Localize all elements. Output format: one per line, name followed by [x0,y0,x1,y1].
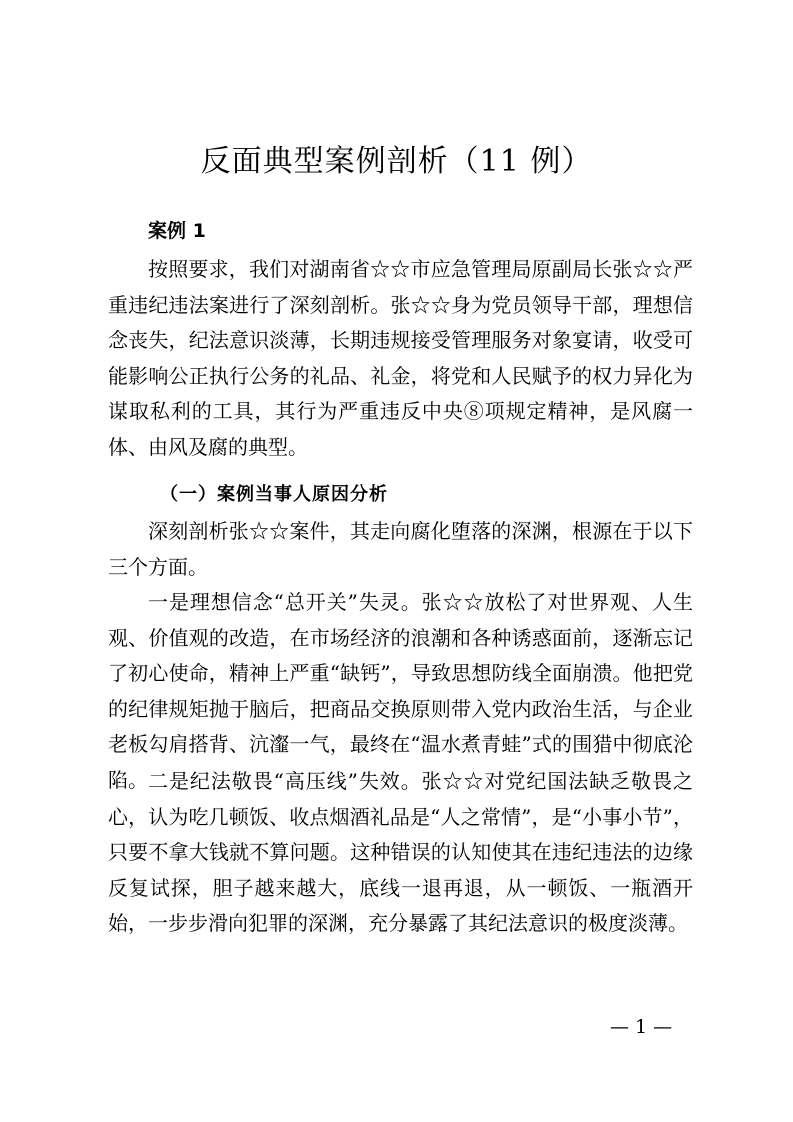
page-number: — 1 — [610,1016,673,1038]
section-heading: （一）案例当事人原因分析 [160,484,388,505]
intro-paragraph: 按照要求，我们对湖南省☆☆市应急管理局原副局长张☆☆严重违纪违法案进行了深刻剖析。张☆☆身为党员领导干部，理想信念丧失，纪法意识淡薄，长期违规接受管理服务对象宴请，收受可能影响公正执行公务的礼品、礼金，将党和人民赋予的权力异化为谋取私利的工具，其行为严重违反中央⑧项规定精神，是风腐一体、由风及腐的典型。 [108,257,693,459]
case-label: 案例 1 [148,220,206,242]
analysis-intro-paragraph: 深刻剖析张☆☆案件，其走向腐化堕落的深渊，根源在于以下三个方面。 [108,519,693,579]
document-title: 反面典型案例剖析（11 例） [200,144,593,179]
reason-two-paragraph: 二是纪法敬畏“高压线”失效。张☆☆对党纪国法缺乏敬畏之心，认为吃几顿饭、收点烟酒礼品是“人之常情”，是“小事小节”，只要不拿大钱就不算问题。这种错误的认知使其在违纪违法的边缘反复试探，胆子越来越大，底线一退再退，从一顿饭、一瓶酒开始，一步步滑向犯罪的深渊，充分暴露了其纪法意识的极度淡薄。 [108,769,693,935]
reason-one-paragraph: 一是理想信念“总开关”失灵。张☆☆放松了对世界观、人生观、价值观的改造，在市场经济的浪潮和各种诱惑面前，逐渐忘记了初心使命，精神上严重“缺钙”，导致思想防线全面崩溃。他把党的纪律规矩抛于脑后，把商品交换原则带入党内政治生活，与企业老板勾肩搭背、沆瀣一气，最终在“温水煮青蛙”式的围猎中彻底沦陷。 [108,590,693,792]
